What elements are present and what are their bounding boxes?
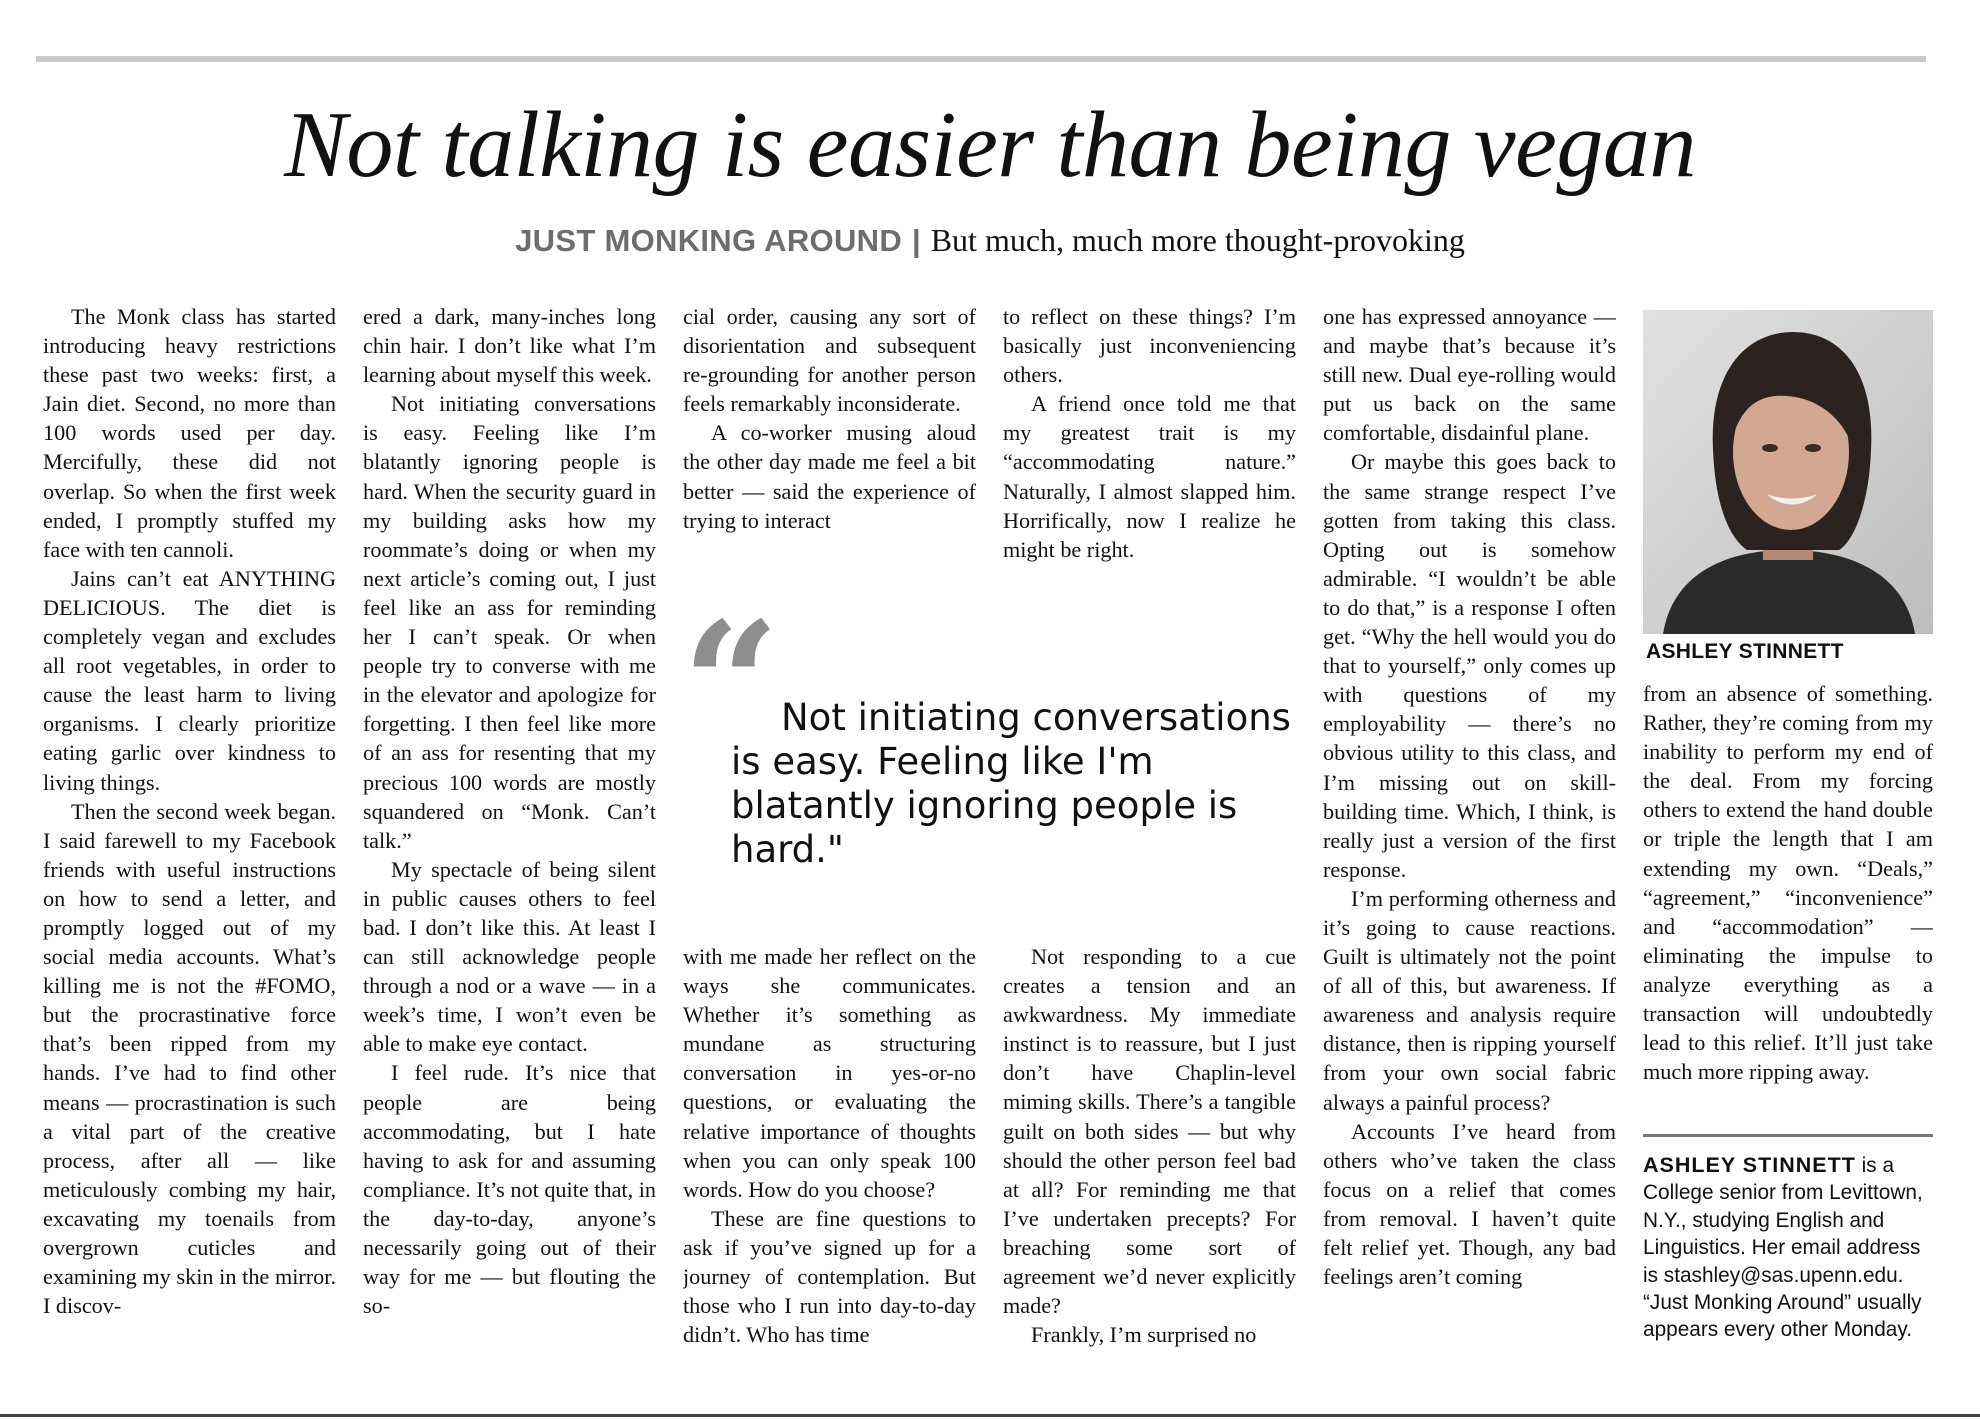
bio-rule	[1643, 1134, 1933, 1137]
text-column-3-bottom	[683, 942, 976, 1350]
paragraph: My spectacle of being silent in public causes others to feel bad. I don’t like this. At least I can still acknowledge people through a nod or a wave — in a week’s time, I won’t even be able to make eye contact.	[363, 856, 656, 1057]
pull-quote: Not initiating conversations is easy. Feeling like I'm blatantly ignoring people is hard."	[731, 696, 1291, 871]
quote-mark-icon: “	[682, 585, 780, 785]
paragraph: Not initiating conversations is easy. Feeling like I’m blatantly ignoring people is hard. When the security guard in my building asks how my roommate’s doing or when my next article’s coming out, I just feel like an ass for reminding her I can’t speak. Or when people try to converse with me in the elevator and apologize for forgetting. I then feel like more of an ass for resenting that my precious 100 words are mostly squandered on “Monk. Can’t talk.”	[363, 391, 656, 853]
paragraph: Frankly, I’m surprised no	[1031, 1322, 1257, 1348]
subtitle: But much, much more thought-provoking	[930, 222, 1465, 258]
paragraph: I’m performing otherness and it’s going to cause reactions. Guilt is ultimately not the point of all of this, but awareness. If awareness and analysis require distance, then is ripping yourself from your own social fabric always a painful process?	[1323, 885, 1616, 1115]
text-column-3-top	[683, 302, 976, 564]
paragraph: from an absence of something. Rather, they’re coming from my inability to perform my end of the deal. From my forcing others to extend the hand double or triple the length that I am extending my own. “Deals,” “agreement,” “inconvenience” and “accommodation” — eliminating the impulse to analyze everything as a transaction will undoubtedly lead to this relief. It’ll just take much more ripping away.	[1643, 681, 1933, 1085]
bottom-rule	[0, 1414, 1980, 1417]
paragraph: Accounts I’ve heard from others who’ve taken the class focus on a relief that comes from removal. I haven’t quite felt relief yet. Though, any bad feelings aren’t coming	[1323, 1118, 1616, 1290]
text-column-4-bottom	[1003, 942, 1296, 1350]
bio-text: is a College senior from Levittown, N.Y., studying English and Linguistics. Her email address is stashley@sas.upenn.edu. “Just Monking Around” usually appears every other Monday.	[1643, 1154, 1923, 1342]
paragraph: Or maybe this goes back to the same strange respect I’ve gotten from taking this class. Opting out is somehow admirable. “I wouldn’t be able to do that,” is a response I often get. “Why the hell would you do that to yourself,” only comes up with questions of my employability — there’s no obvious utility to this class, and I’m missing out on skill-building time. Which, I think, is really just a version of the first response.	[1323, 449, 1616, 882]
column-kicker: JUST MONKING AROUND	[515, 223, 903, 258]
text-column-5	[1323, 302, 1616, 1350]
paragraph: Then the second week began. I said farewell to my Facebook friends with useful instructions on how to send a letter, and promptly logged out of my social media accounts. What’s killing me is not the #FOMO, but the procrastinative force that’s been ripped from my hands. I’ve had to find other means — procrastination is such a vital part of the creative process, after all — like meticulously combing my hair, excavating my toenails from overgrown cuticles and examining my skin in the mirror. I discov-	[43, 798, 336, 1319]
paragraph: to reflect on these things? I’m basically just inconveniencing others.	[1003, 304, 1296, 388]
deck	[0, 224, 1980, 256]
paragraph: I feel rude. It’s nice that people are being accommodating, but I hate having to ask for and assuming compliance. It’s not quite that, in the day-to-day, anyone’s necessarily going out of their way for me — but flouting the so-	[363, 1060, 656, 1319]
photo-credit: ASHLEY STINNETT	[1646, 640, 1844, 663]
paragraph: These are fine questions to ask if you’ve signed up for a journey of contemplation. But those who I run into day-to-day didn’t. Who has time	[683, 1205, 976, 1348]
paragraph: ered a dark, many-inches long chin hair. I don’t like what I’m learning about myself this week.	[363, 304, 656, 388]
author-photo	[1643, 310, 1933, 634]
paragraph: with me made her reflect on the ways she communicates. Whether it’s something as mundane as structuring conversation in yes-or-no questions, or evaluating the relative importance of thoughts when you can only speak 100 words. How do you choose?	[683, 944, 976, 1202]
text-column-2	[363, 302, 656, 1350]
top-rule	[36, 56, 1926, 62]
text-column-6	[1643, 679, 1933, 1119]
paragraph: A co-worker musing aloud the other day made me feel a bit better — said the experience of trying to interact	[683, 420, 976, 533]
paragraph: The Monk class has started introducing heavy restrictions these past two weeks: first, a Jain diet. Second, no more than 100 words used per day. Mercifully, these did not overlap. So when the first week ended, I promptly stuffed my face with ten cannoli.	[43, 304, 336, 562]
paragraph: Jains can’t eat ANYTHING DELICIOUS. The diet is completely vegan and excludes all root vegetables, in order to cause the least harm to living organisms. I clearly prioritize eating garlic over kindness to living things.	[43, 565, 336, 795]
paragraph: Not responding to a cue creates a tension and an awkwardness. My immediate instinct is to reassure, but I just don’t have Chaplin-level miming skills. There’s a tangible guilt on both sides — but why should the other person feel bad at all? For reminding me that I’ve undertaken precepts? For breaching some sort of agreement we’d never explicitly made?	[1003, 944, 1296, 1319]
paragraph: one has expressed annoyance — and maybe that’s because it’s still new. Dual eye-rolling would put us back on the same comfortable, disdainful plane.	[1323, 304, 1616, 446]
text-column-1	[43, 302, 336, 1350]
author-bio	[1643, 1152, 1935, 1344]
headline: Not talking is easier than being vegan	[284, 93, 1696, 197]
paragraph: cial order, causing any sort of disorientation and subsequent re-grounding for another person feels remarkably inconsiderate.	[683, 304, 976, 417]
bio-author-name: ASHLEY STINNETT	[1643, 1153, 1856, 1177]
paragraph: A friend once told me that my greatest trait is my “accommodating nature.” Naturally, I almost slapped him. Horrifically, now I realize he might be right.	[1003, 391, 1296, 562]
kicker-separator: |	[912, 223, 921, 258]
text-column-4-top	[1003, 302, 1296, 564]
author-portrait-image	[1643, 310, 1933, 634]
